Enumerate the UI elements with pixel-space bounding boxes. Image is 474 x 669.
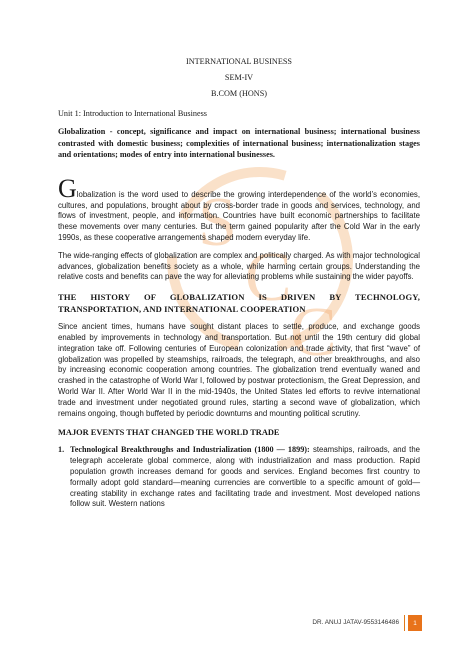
footer-author: DR. ANUJ JATAV-9553146486 [312,615,405,631]
intro-paragraph [58,173,420,244]
effects-paragraph: The wide-ranging effects of globalization are complex and politically charged. As with major technological advances, globalization benefits society as a whole, while harming certain groups. Understanding the relative costs and benefits can pave the way for alleviating problems while sustaining the wider payoffs. [58,250,420,282]
watermark-letter-3: C [290,294,337,370]
page-number: 1 [408,615,422,631]
list-item-body [70,445,420,510]
unit-title: Unit 1: Introduction to International Business [58,109,207,118]
list-item-title: Technological Breakthroughs and Industrialization (1800 — 1899): [70,445,310,455]
history-heading: THE HISTORY OF GLOBALIZATION IS DRIVEN BY TECHNOLOGY, TRANSPORTATION, AND INTERNATIONAL COOPERATION [58,292,420,314]
list-item-number: 1. [58,445,65,455]
history-paragraph: Since ancient times, humans have sought distant places to settle, produce, and exchange goods enabled by improvements in technology and transportation. But not until the 19th century did global integration take off. Following centuries of European colonization and trade activity, that first “wave” of globalization was propelled by steamships, railroads, the telegraph, and other breakthroughs, and also by increasing economic cooperation among countries. The globalization trend eventually waned and crashed in the catastrophe of World War I, followed by postwar protectionism, the Great Depression, and World War II. After World War II in the mid-1940s, the United States led efforts to revive international trade and investment under negotiated ground rules, starting a second wave of globalization, which remains ongoing, though buffeted by periodic downturns and mounting political scrutiny. [58,322,420,418]
drop-cap: G [58,173,77,203]
document-content [58,56,420,510]
intro-text: lobalization is the word used to describe the growing interdependence of the world’s economies, cultures, and populations, brought about by cross-border trade in goods and services, technology, and flows of investment, people, and information. Countries have built economic partnerships to facilitate these movements over many centuries. But the term gained popularity after the Cold War in the early 1990s, as these cooperative arrangements shaped modern everyday life. [58,189,420,242]
page-footer [312,615,422,631]
events-list [58,445,420,510]
semester-label: SEM-IV [224,73,254,82]
major-events-heading: MAJOR EVENTS THAT CHANGED THE WORLD TRADE [58,428,280,438]
list-item [58,445,420,510]
watermark-letter-2: C [245,239,292,316]
unit-topics: Globalization - concept, significance and impact on international business; international business contrasted with domestic business; complexities of international business; internationalization stages and orientations; modes of entry into international businesses. [58,127,420,160]
course-title: INTERNATIONAL BUSINESS [186,57,292,66]
watermark-letter-1: S [198,184,237,261]
program-label: B.COM (HONS) [211,89,267,98]
list-item-text: steamships, railroads, and the telegraph accelerate global commerce, along with industrialization and mass production. Rapid population growth increases demand for goods and services. England becomes first country to formally adopt gold standard—meaning currencies are convertible to a specific amount of gold—creating stability in exchange rates and facilitating trade and investment. Most developed nations follow suit. Western nations [70,445,420,509]
